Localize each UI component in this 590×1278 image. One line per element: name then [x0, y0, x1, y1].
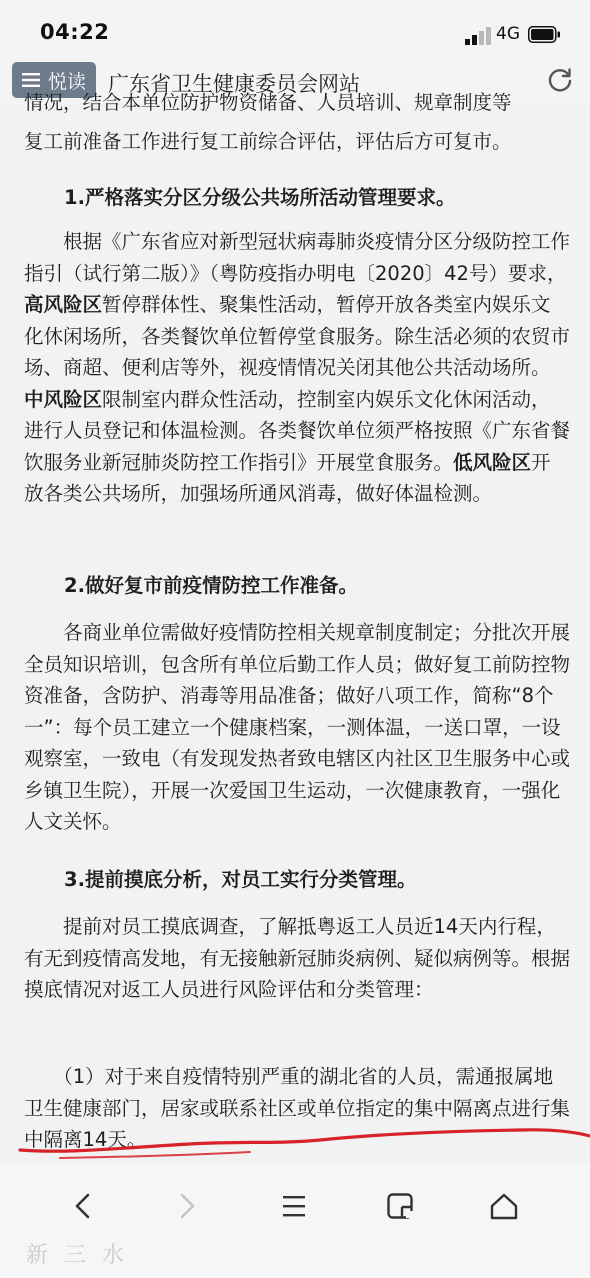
- menu-icon[interactable]: [274, 1186, 314, 1226]
- home-icon[interactable]: [484, 1186, 524, 1226]
- s1-text-2: 暂停群体性、聚集性活动，暂停开放各类室内娱乐文化休闲场所，各类餐饮单位暂停堂食服务。除生活必须的农贸市场、商超、便利店等外，视疫情情况关闭其他公共活动场所。: [24, 293, 571, 379]
- medium-risk-label: 中风险区: [24, 387, 103, 411]
- section-3-item-1: （1）对于来自疫情特别严重的湖北省的人员，需通报属地卫生健康部门，居家或联系社区或单位指定的集中隔离点进行集中隔离14天。: [24, 1065, 571, 1151]
- reader-mode-label: 悦读: [47, 70, 86, 93]
- section-3-paragraph: 提前对员工摸底调查，了解抵粤返工人员近14天内行程，有无到疫情高发地，有无接触新冠肺炎病例、疑似病例等。根据摸底情况对返工人员进行风险评估和分类管理：: [24, 915, 571, 1001]
- network-type: 4G: [496, 24, 520, 44]
- watermark: 新三水: [26, 1243, 141, 1268]
- section-2-heading: 2.做好复市前疫情防控工作准备。: [64, 574, 358, 597]
- section-2-paragraph: 各商业单位需做好疫情防控相关规章制度制定；分批次开展全员知识培训，包含所有单位后勤工作人员；做好复工前防控物资准备，含防护、消毒等用品准备；做好八项工作，简称“8个一”：每个员工建立一个健康档案，一测体温，一送口罩，一设观察室，一致电（有发现发热者致电辖区内社区卫生服务中心或乡镇卫生院），开展一次爱国卫生运动，一次健康教育，一强化人文关怀。: [24, 621, 571, 833]
- reader-lines-icon: [22, 73, 40, 87]
- high-risk-label: 高风险区: [24, 293, 103, 316]
- back-icon[interactable]: [64, 1186, 104, 1226]
- s1-text-3: 限制室内群众性活动，控制室内娱乐文化休闲活动，进行人员登记和体温检测。各类餐饮单位须严格按照《广东省餐饮服务业新冠肺炎防控工作指引》开展堂食服务。: [24, 387, 571, 474]
- forward-icon[interactable]: [166, 1186, 206, 1226]
- s1-text-1: 根据《广东省应对新型冠状病毒肺炎疫情分区分级防控工作指引（试行第二版）》（粤防疫指办明电〔2020〕42号）要求，: [24, 230, 571, 285]
- battery-icon: [528, 26, 560, 43]
- cutoff-text-line: 情况，结合本单位防护物资储备、人员培训、规章制度等: [24, 91, 512, 114]
- low-risk-label: 低风险区: [453, 450, 532, 474]
- status-time: 04:22: [40, 20, 110, 44]
- page-title[interactable]: 广东省卫生健康委员会网站: [108, 72, 360, 96]
- section-1-heading: 1.严格落实分区分级公共场所活动管理要求。: [64, 186, 456, 209]
- tabs-icon[interactable]: [380, 1186, 420, 1226]
- section-1-paragraph: [24, 226, 570, 510]
- article-content: [0, 91, 590, 1164]
- intro-paragraph-end: 复工前准备工作进行复工前综合评估，评估后方可复市。: [24, 130, 512, 153]
- status-bar: [0, 0, 590, 56]
- signal-icon: [465, 27, 493, 45]
- section-3-heading: 3.提前摸底分析，对员工实行分类管理。: [64, 868, 417, 891]
- s1-text-4: 开放各类公共场所，加强场所通风消毒，做好体温检测。: [24, 450, 551, 505]
